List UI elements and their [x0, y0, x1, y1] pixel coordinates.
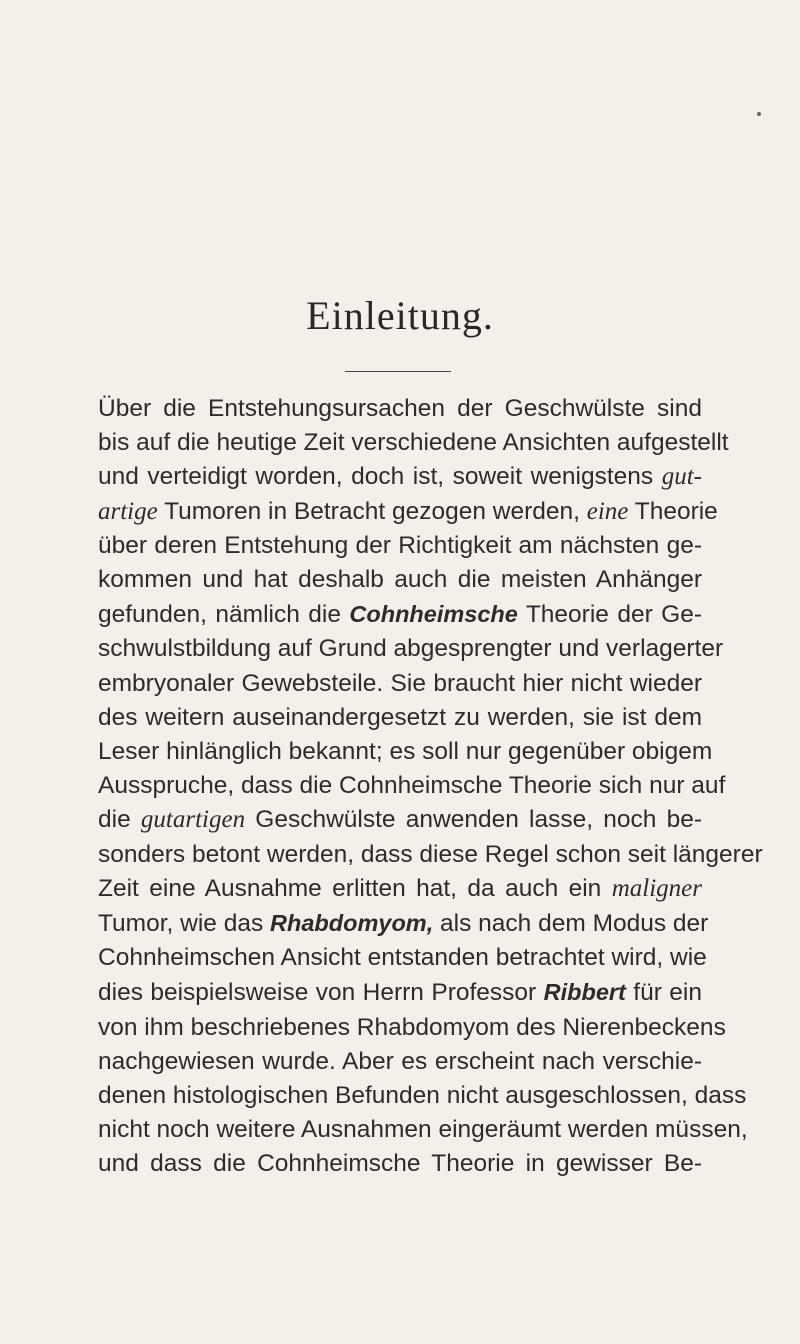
paper-speck [757, 112, 761, 116]
text-line: embryonaler Gewebsteile. Sie braucht hier nicht wieder [98, 669, 702, 697]
emphasis-artige: artige [98, 497, 158, 525]
text-line: des weitern auseinandergesetzt zu werden, sie ist dem [98, 703, 702, 731]
emphasis-gut: gut- [661, 463, 702, 491]
text-line: nachgewiesen wurde. Aber es erscheint nach verschie- [98, 1047, 702, 1075]
text-line: artige Tumoren in Betracht gezogen werden, eine Theorie [98, 497, 718, 525]
text-line: schwulstbildung auf Grund abgesprengter und verlagerter [98, 635, 724, 663]
emphasis-ribbert: Ribbert [543, 979, 626, 1006]
text-line: kommen und hat deshalb auch die meisten Anhänger [98, 566, 702, 594]
emphasis-rhabdomyom: Rhabdomyom, [270, 910, 434, 937]
text-line: sonders betont werden, dass diese Regel schon seit längerer [98, 840, 763, 868]
chapter-heading: Einleitung. [306, 293, 494, 338]
text-line: die gutartigen Geschwülste anwenden lasse, noch be- [98, 806, 702, 834]
text-line: bis auf die heutige Zeit verschiedene Ansichten aufgestellt [98, 429, 729, 457]
text-line: Leser hinlänglich bekannt; es soll nur gegenüber obigem [98, 738, 713, 766]
emphasis-cohnheimsche: Cohnheimsche [349, 601, 518, 628]
emphasis-maligner: maligner [611, 874, 702, 902]
text-line: Zeit eine Ausnahme erlitten hat, da auch ein maligner [98, 874, 702, 902]
text-line: und dass die Cohnheimsche Theorie in gewisser Be- [98, 1150, 702, 1178]
text-line: und verteidigt worden, doch ist, soweit wenigstens gut- [98, 463, 702, 491]
text-line: von ihm beschriebenes Rhabdomyom des Nierenbeckens [98, 1013, 726, 1041]
emphasis-gutartigen: gutartigen [140, 806, 246, 834]
text-line: gefunden, nämlich die Cohnheimsche Theorie der Ge- [98, 601, 702, 629]
text-line: Cohnheimschen Ansicht entstanden betrachtet wird, wie [98, 944, 707, 972]
text-line: Tumor, wie das Rhabdomyom, als nach dem Modus der [98, 910, 709, 938]
text-line: Ausspruche, dass die Cohnheimsche Theorie sich nur auf [98, 772, 726, 800]
heading-rule [345, 371, 451, 372]
emphasis-eine: eine [586, 497, 629, 525]
text-line: nicht noch weitere Ausnahmen eingeräumt werden müssen, [98, 1116, 748, 1144]
text-line: denen histologischen Befunden nicht ausgeschlossen, dass [98, 1082, 747, 1110]
text-line: Über die Entstehungsursachen der Geschwülste sind [98, 395, 702, 422]
body-paragraph [98, 392, 763, 1182]
text-line: dies beispielsweise von Herrn Professor Ribbert für ein [98, 979, 702, 1007]
text-line: über deren Entstehung der Richtigkeit am nächsten ge- [98, 531, 702, 559]
